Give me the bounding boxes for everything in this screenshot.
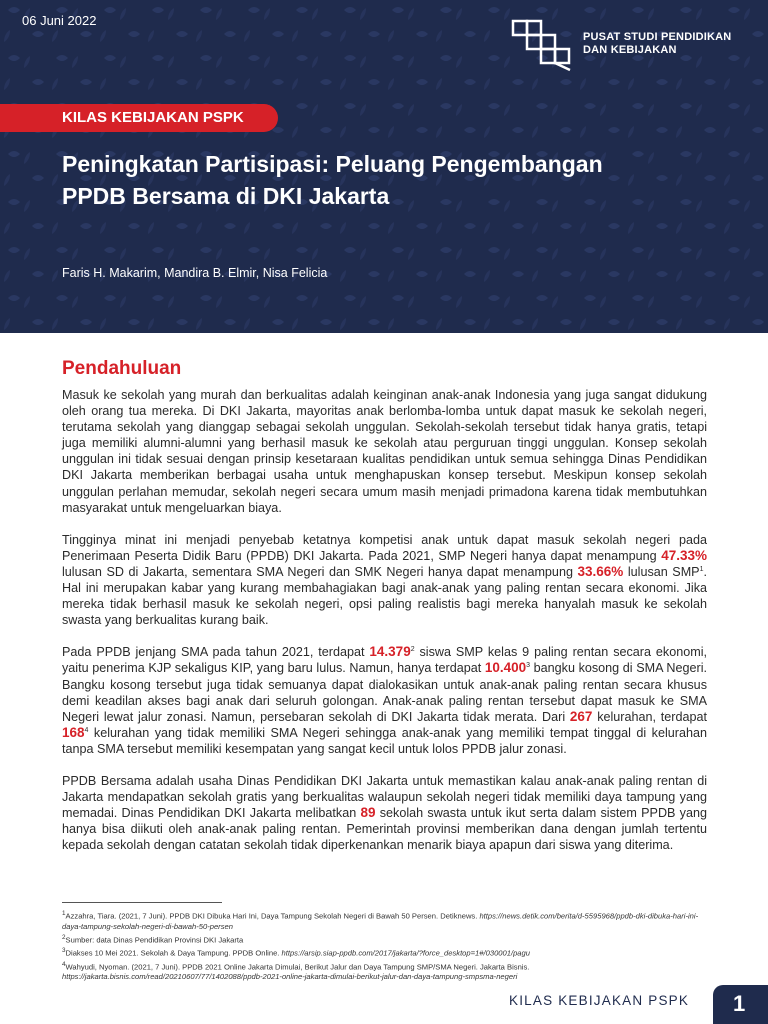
footnote-text: Diakses 10 Mei 2021. Sekolah & Daya Tampung. PPDB Online. <box>65 948 282 958</box>
highlight-stat: 47.33% <box>661 547 707 563</box>
highlight-stat: 14.379 <box>369 644 411 660</box>
header-hero <box>0 0 768 333</box>
footnote-link[interactable]: https://jakarta.bisnis.com/read/20210607/77/1402088/ppdb-2021-online-jakarta-dimulai-berikut-jalur-dan-daya-tampung-smpsma-negeri <box>62 972 518 982</box>
footnote-ref: 3 <box>526 662 531 670</box>
footnote-ref: 2 <box>410 646 415 654</box>
page-number: 1 <box>733 991 746 1016</box>
section-heading: Pendahuluan <box>62 358 182 379</box>
footnote-4 <box>62 960 710 983</box>
document-title <box>62 148 742 212</box>
text-run: sekolah swasta untuk ikut serta dalam sistem PPDB yang hanya bisa diikuti oleh anak-anak paling rentan. Pemerintah provinsi memberikan dana dengan jumlah tertentu kepada sekolah dengan catatan sekolah tidak diperkenankan menarik biaya apapun dari siswa yang diterima. <box>62 806 707 853</box>
footer-series-label: KILAS KEBIJAKAN PSPK <box>509 993 690 1008</box>
text-run: kelurahan, terdapat <box>592 709 707 724</box>
footnote-text: Azzahra, Tiara. (2021, 7 Juni). PPDB DKI Dibuka Hari Ini, Daya Tampung Sekolah Negeri di Bawah 50 Persen. Detiknews. <box>65 911 480 921</box>
paragraph-4 <box>62 773 707 853</box>
paragraph-1: Masuk ke sekolah yang murah dan berkualitas adalah keinginan anak-anak Indonesia yang juga sangat didukung oleh orang tua mereka. Di DKI Jakarta, mayoritas anak berlomba-lomba untuk dapat masuk ke sekolah negeri, terutama sekolah yang dianggap sebagai sekolah unggulan. Sekolah-sekolah tersebut tidak hanya gratis, tetapi juga memiliki alumni-alumni yang berhasil masuk ke sekolah atau perguruan tinggi unggulan. Konsep sekolah unggulan ini tidak sesuai dengan prinsip kesetaraan kualitas pendidikan untuk semua sehingga Dinas Pendidikan DKI Jakarta memberikan berbagai usaha untuk menghapuskan konsep tersebut. Meskipun konsep sekolah unggulan perlahan memudar, sekolah negeri secara umum masih menjadi primadona karena tidak membutuhkan masyarakat untuk mengeluarkan biaya. <box>62 388 707 515</box>
highlight-stat: 89 <box>360 805 376 821</box>
footnote-ref: 4 <box>84 726 89 734</box>
footnotes <box>62 909 710 983</box>
body-text <box>62 387 707 869</box>
footnote-number: 2 <box>62 933 66 941</box>
paragraph-2 <box>62 532 707 629</box>
title-line-2: PPDB Bersama di DKI Jakarta <box>62 183 390 209</box>
footnote-text: Sumber: data Dinas Pendidikan Provinsi DKI Jakarta <box>65 935 244 945</box>
text-run: lulusan SD di Jakarta, sementara SMA Negeri dan SMK Negeri hanya dapat menampung <box>62 564 578 579</box>
footnote-number: 3 <box>62 947 66 955</box>
footnote-link[interactable]: https://news.detik.com/berita/d-5595968/ppdb-dki-dibuka-hari-ini-daya-tampung-sekolah-negeri-di-bawah-50-persen <box>62 911 699 931</box>
footnote-3 <box>62 946 710 959</box>
text-run: PPDB Bersama adalah usaha Dinas Pendidikan DKI Jakarta untuk memastikan kalau anak-anak paling rentan di Jakarta mendapatkan sekolah gratis yang berkualitas walaupun sekolah negeri tidak memiliki daya tampung yang memadai. Dinas Pendidikan DKI Jakarta melibatkan <box>62 773 707 821</box>
paragraph-3 <box>62 644 707 757</box>
page-number-box <box>713 985 768 1024</box>
footnote-2 <box>62 933 710 946</box>
org-line-1: PUSAT STUDI PENDIDIKAN <box>583 31 732 43</box>
text-run: Pada PPDB jenjang SMA pada tahun 2021, terdapat <box>62 645 370 660</box>
org-line-2: DAN KEBIJAKAN <box>583 44 677 56</box>
title-line-1: Peningkatan Partisipasi: Peluang Pengembangan <box>62 151 603 177</box>
text-run: bangku kosong di SMA Negeri. Bangku kosong tersebut juga tidak semuanya dapat dialokasikan untuk anak-anak paling rentan secara khusus demi keadilan akses bagi anak dari seluruh golongan. Anak-anak paling rentan tersebut dapat masuk ke SMA Negeri lewat jalur zonasi. Namun, persebaran sekolah di DKI Jakarta tidak merata. Dari <box>62 661 707 724</box>
highlight-stat: 10.400 <box>484 660 527 676</box>
highlight-stat: 267 <box>569 708 593 724</box>
text-run: kelurahan yang tidak memiliki SMA Negeri sehingga anak-anak yang memiliki tempat tinggal di kelurahan tanpa SMA tersebut memiliki kesempatan yang sangat kecil untuk lolos PPDB jalur zonasi. <box>62 725 707 756</box>
organization-name <box>583 31 731 57</box>
authors: Faris H. Makarim, Mandira B. Elmir, Nisa Felicia <box>62 266 328 280</box>
text-run: lulusan SMP <box>623 564 700 579</box>
series-banner <box>0 104 278 132</box>
footnote-ref: 1 <box>699 565 704 573</box>
text-run: siswa SMP kelas 9 paling rentan secara ekonomi, yaitu penerima KJP sekaligus KIP, yang baru lulus. Namun, hanya terdapat <box>62 645 708 676</box>
text-run: . Hal ini merupakan kabar yang kurang membahagiakan bagi anak-anak yang paling rentan secara ekonomi. Jika mereka tidak berhasil masuk ke sekolah negeri, opsi paling realistis bagi mereka hanyalah masuk ke sekolah swasta yang berkualitas kurang baik. <box>62 564 707 628</box>
pspk-logo-icon <box>510 16 574 72</box>
highlight-stat: 168 <box>62 724 85 740</box>
highlight-stat: 33.66% <box>577 563 624 579</box>
footnote-divider <box>62 902 222 903</box>
footnote-1 <box>62 909 710 932</box>
footnote-link[interactable]: https://arsip.siap-ppdb.com/2017/jakarta/?force_desktop=1#/030001/pagu <box>281 948 530 958</box>
footnote-number: 4 <box>62 960 66 968</box>
series-banner-label: KILAS KEBIJAKAN PSPK <box>62 109 244 126</box>
publication-date: 06 Juni 2022 <box>22 13 97 28</box>
text-run: Tingginya minat ini menjadi penyebab ketatnya kompetisi anak untuk dapat masuk sekolah negeri pada Penerimaan Peserta Didik Baru (PPDB) DKI Jakarta. Pada 2021, SMP Negeri hanya dapat menampung <box>62 532 707 563</box>
footnote-text: Wahyudi, Nyoman. (2021, 7 Juni). PPDB 2021 Online Jakarta Dimulai, Berikut Jalur dan Daya Tampung SMP/SMA Negeri. Jakarta Bisnis. <box>65 962 530 972</box>
footnote-number: 1 <box>62 910 66 917</box>
